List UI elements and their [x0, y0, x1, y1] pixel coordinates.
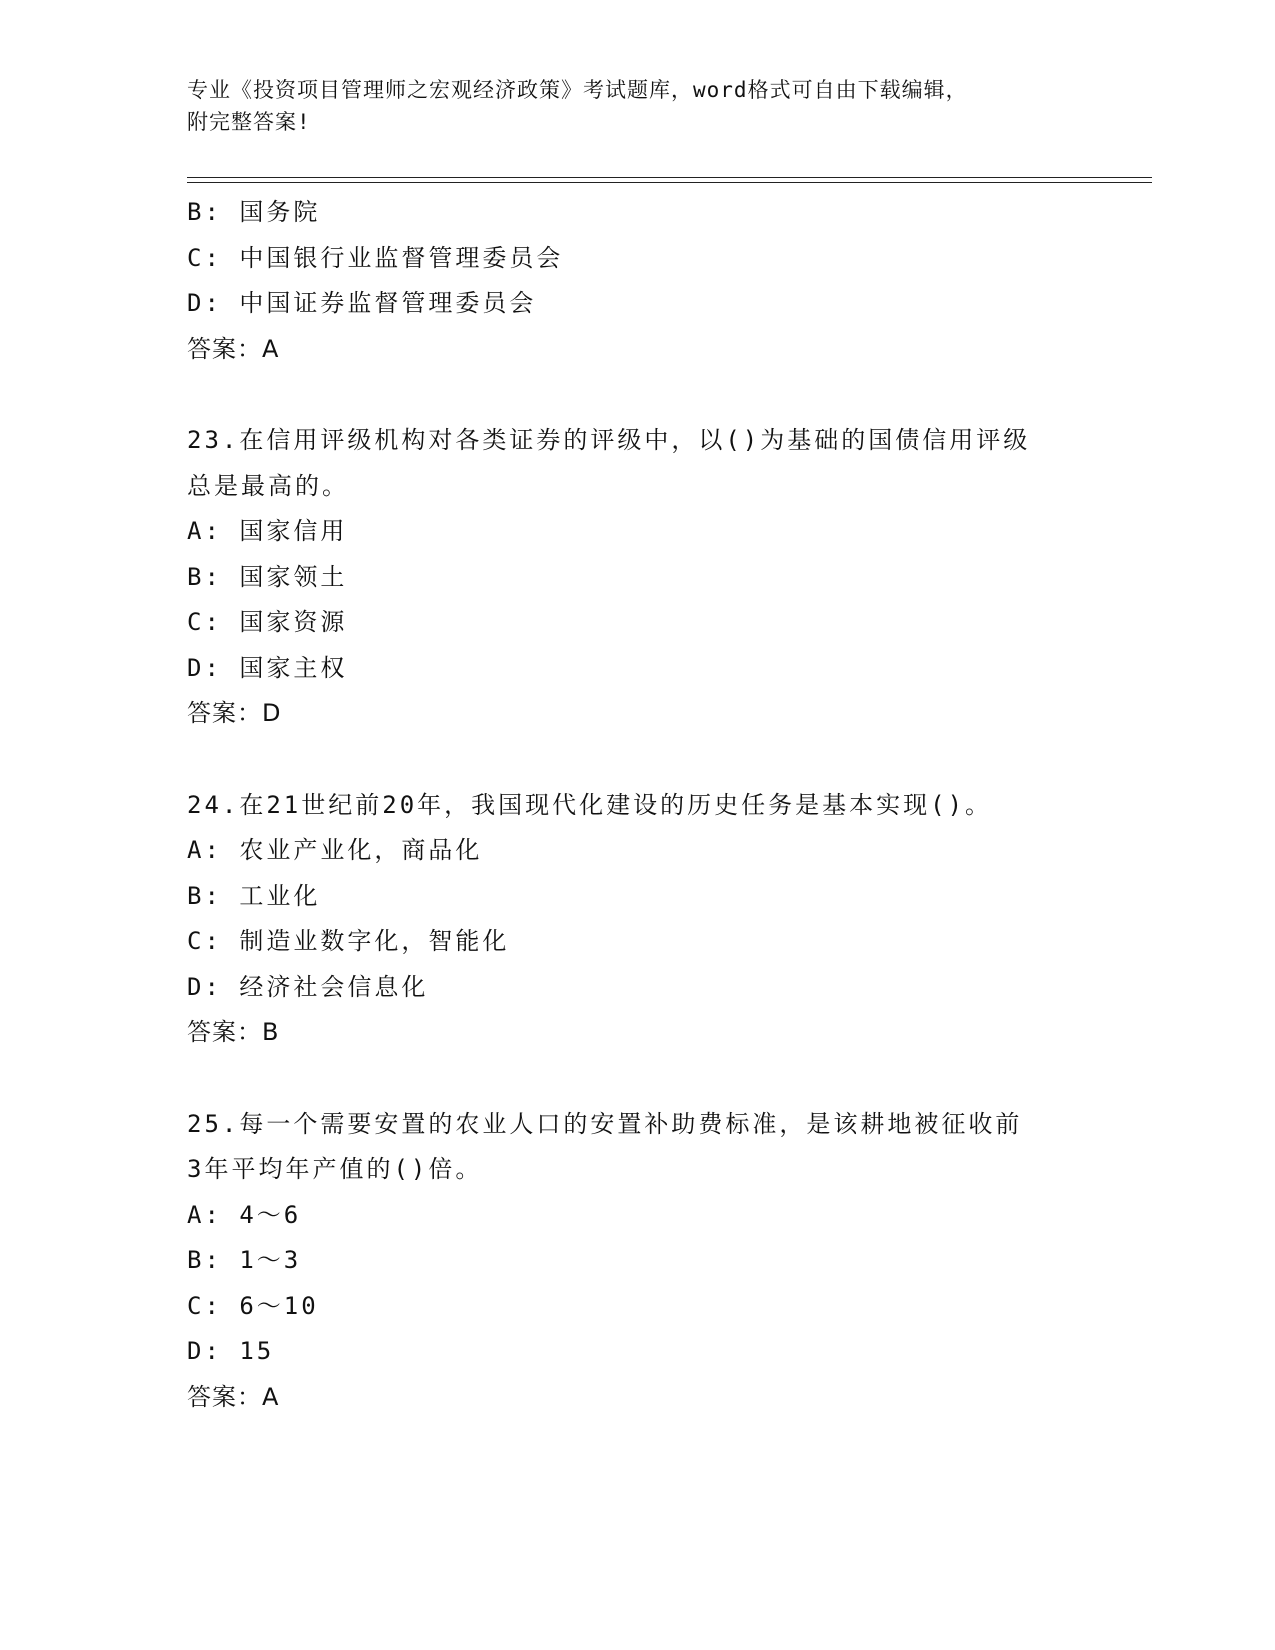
option-a: A: 4～6 [187, 1200, 302, 1229]
question-list [187, 190, 1087, 1420]
document-header [187, 74, 1087, 138]
question-24 [187, 783, 1087, 1056]
header-rule-bottom [187, 182, 1152, 183]
option-b: B: 国务院 [187, 198, 321, 226]
option-d: D: 经济社会信息化 [187, 972, 429, 1001]
option-b: B: 工业化 [187, 881, 321, 910]
option-c: C: 6～10 [187, 1291, 319, 1320]
option-b: B: 国家领土 [187, 562, 348, 591]
option-d: D: 中国证券监督管理委员会 [187, 289, 537, 317]
question-stem: 23.在信用评级机构对各类证券的评级中，以()为基础的国债信用评级 [187, 426, 1031, 454]
question-stem-cont: 总是最高的。 [187, 471, 349, 500]
question-stem-cont: 3年平均年产值的()倍。 [187, 1155, 483, 1183]
option-c: C: 中国银行业监督管理委员会 [187, 243, 564, 272]
option-a: A: 农业产业化，商品化 [187, 836, 483, 864]
question-22 [187, 190, 1087, 372]
answer: 答案：A [187, 334, 280, 363]
option-d: D: 15 [187, 1337, 275, 1365]
option-c: C: 国家资源 [187, 608, 348, 636]
header-line-1: 专业《投资项目管理师之宏观经济政策》考试题库，word格式可自由下载编辑， [187, 78, 968, 102]
option-b: B: 1～3 [187, 1246, 302, 1274]
header-rule-top [187, 177, 1152, 178]
option-a: A: 国家信用 [187, 517, 348, 545]
answer: 答案：A [187, 1382, 280, 1411]
header-line-2: 附完整答案! [187, 110, 311, 134]
answer: 答案：B [187, 1018, 280, 1046]
answer: 答案：D [187, 699, 282, 727]
question-23 [187, 418, 1087, 737]
option-d: D: 国家主权 [187, 653, 348, 682]
question-stem: 24.在21世纪前20年，我国现代化建设的历史任务是基本实现()。 [187, 790, 993, 819]
option-c: C: 制造业数字化，智能化 [187, 927, 510, 955]
question-stem: 25.每一个需要安置的农业人口的安置补助费标准，是该耕地被征收前 [187, 1109, 1023, 1138]
question-25 [187, 1102, 1087, 1421]
